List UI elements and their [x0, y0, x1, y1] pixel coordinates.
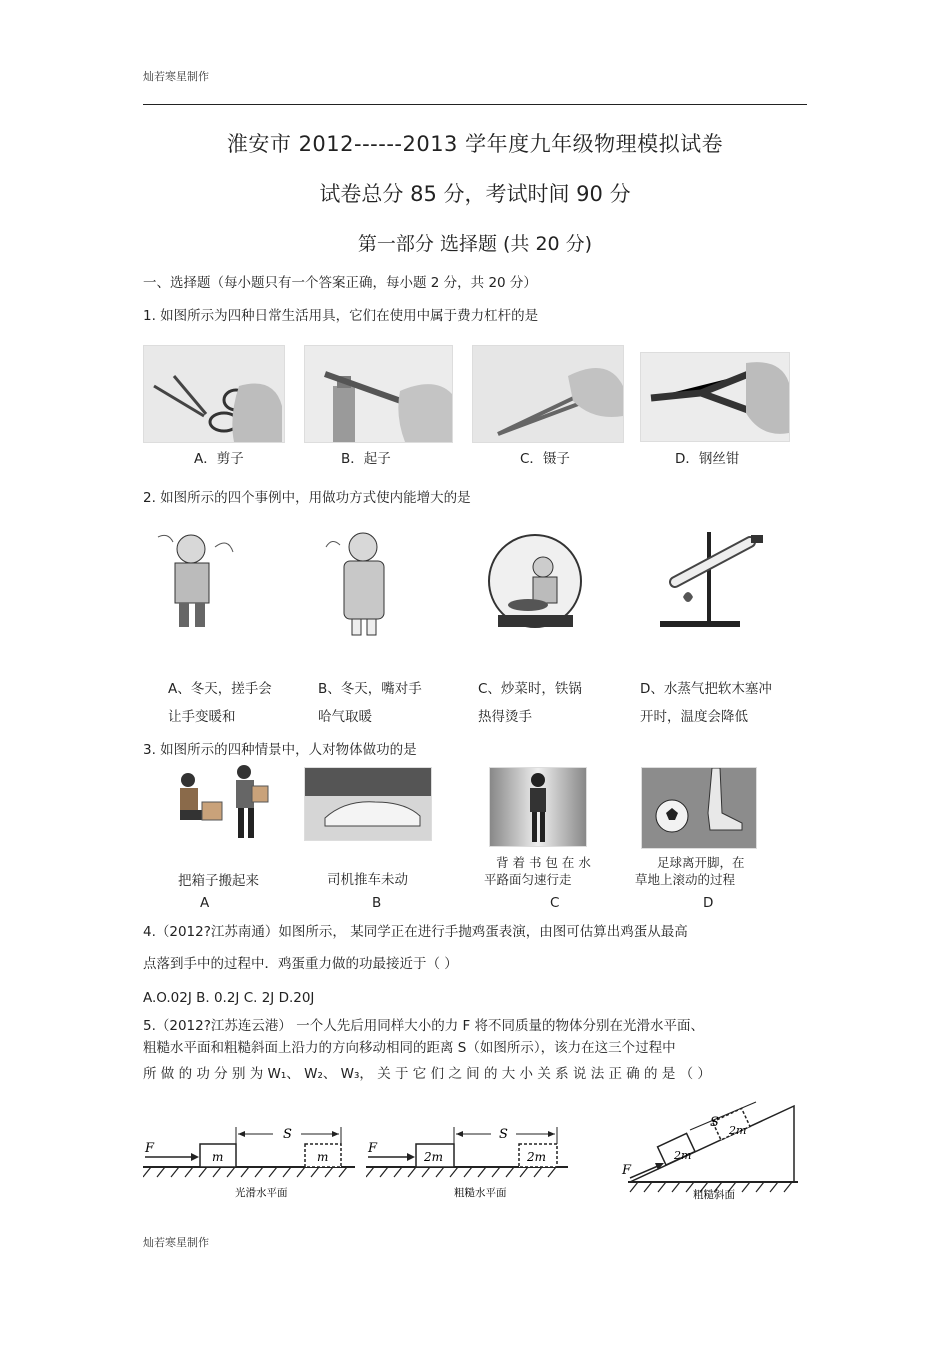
q2-stem: 2. 如图所示的四个事例中，用做功方式使内能增大的是 [143, 490, 471, 506]
q5-line2: 粗糙水平面和粗糙斜面上沿力的方向移动相同的距离 S（如图所示），该力在这三个过程中 [143, 1040, 676, 1056]
q3-caption-c-line1: 背 着 书 包 在 水 [496, 855, 591, 870]
q1-option-a: A．剪子 [194, 451, 244, 467]
breathing-on-hands-illustration [318, 527, 408, 637]
q3-caption-c-line2: 平路面匀速行走 [484, 872, 572, 887]
d2-mass-start: 2m [424, 1150, 444, 1164]
d2-distance-label: S [499, 1127, 508, 1142]
q3-caption-c [484, 854, 591, 888]
tweezers-photo [472, 345, 624, 443]
exam-title: 淮安市 2012------2013 学年度九年级物理模拟试卷 [226, 132, 724, 156]
d2-surface-label: 粗糙水平面 [454, 1187, 507, 1199]
lifting-box-illustration [170, 762, 270, 842]
q4-line2: 点落到手中的过程中．鸡蛋重力做的功最接近于（ ） [143, 956, 458, 972]
q2-option-a-line2: 让手变暖和 [168, 709, 236, 725]
q1-stem: 1. 如图所示为四种日常生活用具，它们在使用中属于费力杠杆的是 [143, 308, 539, 324]
q1-option-c: C．镊子 [520, 451, 570, 467]
d1-mass-end: m [317, 1150, 329, 1164]
q1-option-d: D．钢丝钳 [675, 451, 740, 467]
q2-option-a [168, 675, 272, 731]
q5-line3: 所 做 的 功 分 别 为 W₁、 W₂、 W₃， 关 于 它 们 之 间 的 大 小 关 系 说 法 正 确 的 是 （ ） [143, 1066, 711, 1082]
part-title: 第一部分 选择题 (共 20 分) [357, 233, 593, 255]
d3-mass-start: 2m [674, 1149, 692, 1162]
d3-force-label: F [622, 1163, 632, 1178]
q3-caption-a: 把箱子搬起来 [178, 873, 259, 889]
d1-distance-label: S [283, 1127, 292, 1142]
smooth-horizontal-diagram [143, 1122, 358, 1204]
d2-force-label: F [368, 1141, 378, 1156]
q5-line1: 5.（2012?江苏连云港） 一个人先后用同样大小的力 F 将不同质量的物体分别在光滑水平面、 [143, 1018, 705, 1034]
d3-mass-end: 2m [729, 1124, 747, 1137]
q4-options: A.O.02J B. 0.2J C. 2J D.20J [143, 990, 315, 1006]
q4-line1: 4.（2012?江苏南通）如图所示， 某同学正在进行手抛鸡蛋表演，由图可估算出鸡蛋从最高 [143, 924, 688, 940]
q1-option-b: B．起子 [341, 451, 391, 467]
q3-letter-b: B [372, 895, 382, 911]
d2-mass-end: 2m [527, 1150, 547, 1164]
q2-option-b-line1: B、冬天，嘴对手 [318, 681, 422, 697]
pushing-car-photo [304, 767, 432, 841]
d3-surface-label: 粗糙斜面 [693, 1189, 735, 1201]
q3-caption-d-line1: 足球离开脚，在 [657, 855, 745, 870]
steam-test-tube-illustration [655, 527, 770, 632]
pliers-photo [640, 352, 790, 442]
q2-option-c-line1: C、炒菜时，铁锅 [478, 681, 582, 697]
q3-caption-b: 司机推车未动 [327, 872, 408, 888]
header-note: 灿若寒星制作 [143, 70, 209, 83]
rough-incline-diagram [618, 1100, 803, 1204]
scissors-photo [143, 345, 285, 443]
q2-option-b-line2: 哈气取暖 [318, 709, 372, 725]
q3-letter-c: C [550, 895, 560, 911]
rubbing-hands-illustration [153, 527, 243, 632]
d1-mass-start: m [212, 1150, 224, 1164]
q2-option-d-line2: 开时，温度会降低 [640, 709, 748, 725]
q2-option-d [640, 675, 772, 731]
d3-distance-label: S [710, 1115, 719, 1130]
bottle-opener-photo [304, 345, 453, 443]
d1-force-label: F [145, 1141, 155, 1156]
q3-caption-d-line2: 草地上滚动的过程 [635, 872, 736, 887]
rough-horizontal-diagram [366, 1122, 571, 1204]
cooking-illustration [488, 527, 583, 635]
d1-surface-label: 光滑水平面 [235, 1187, 288, 1199]
q2-option-a-line1: A、冬天，搓手会 [168, 681, 272, 697]
q2-option-c [478, 675, 582, 731]
soccer-ball-photo [641, 767, 757, 849]
q3-letter-d: D [703, 895, 714, 911]
header-rule [143, 104, 807, 105]
q3-letter-a: A [200, 895, 210, 911]
footer-note: 灿若寒星制作 [143, 1236, 209, 1249]
q2-option-c-line2: 热得烫手 [478, 709, 532, 725]
q3-caption-d [635, 854, 745, 888]
section-heading: 一、选择题（每小题只有一个答案正确，每小题 2 分，共 20 分） [143, 275, 537, 291]
q2-option-d-line1: D、水蒸气把软木塞冲 [640, 681, 772, 697]
exam-subtitle: 试卷总分 85 分，考试时间 90 分 [319, 182, 631, 206]
q2-option-b [318, 675, 422, 731]
q3-stem: 3. 如图所示的四种情景中，人对物体做功的是 [143, 742, 417, 758]
walking-backpack-photo [489, 767, 587, 847]
